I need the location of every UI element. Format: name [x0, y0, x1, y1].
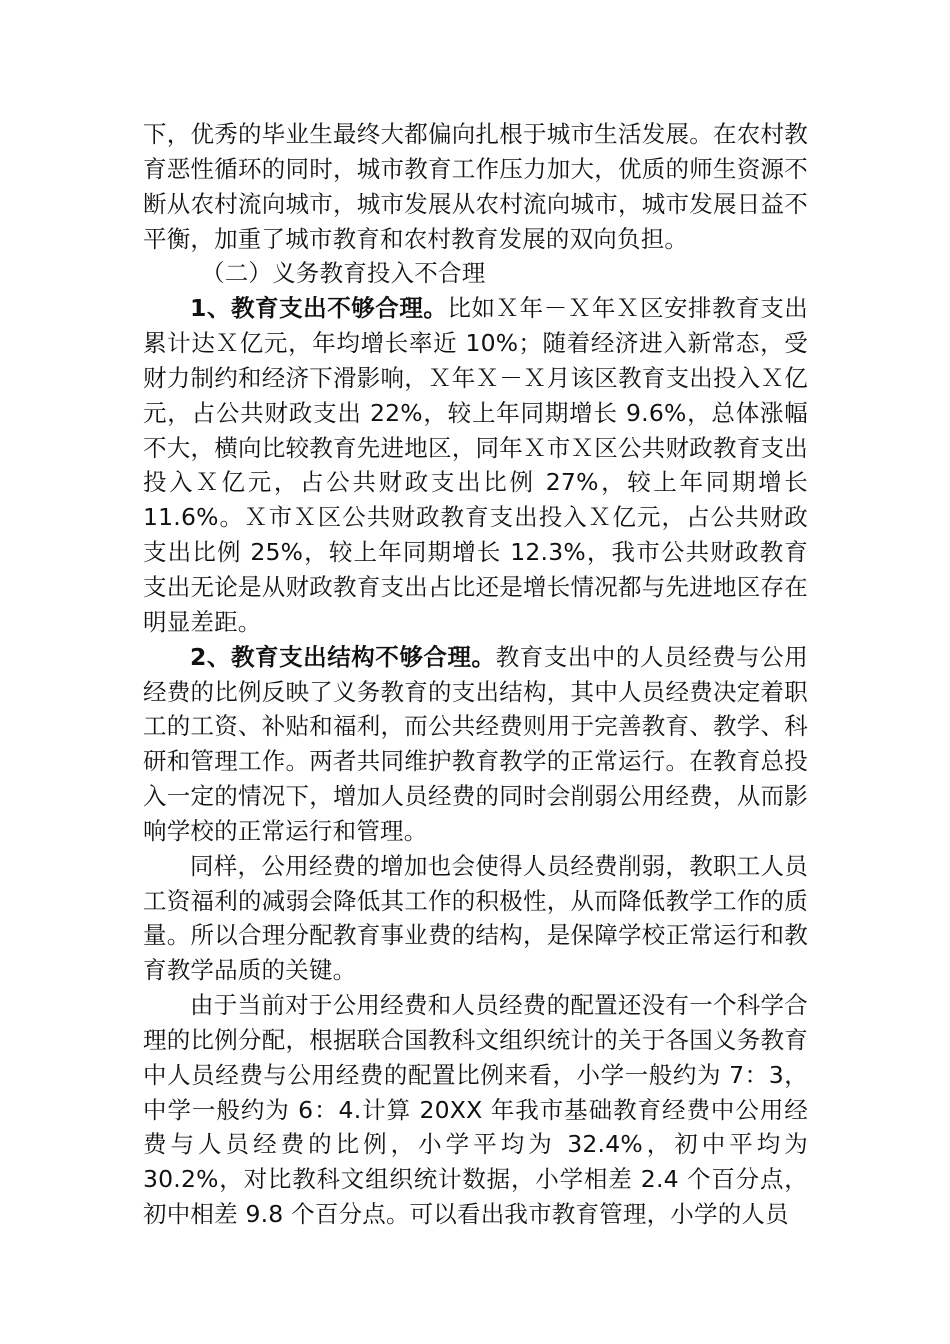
paragraph-allocation-ratio: 由于当前对于公用经费和人员经费的配置还没有一个科学合理的比例分配，根据联合国教科文组织统计的关于各国义务教育中人员经费与公用经费的配置比例来看，小学一般约为 7：3，中学一般约为 6：4.计算 20XX 年我市基础教育经费中公用经费与人员经费的比例，小学平均为 32.4%，初中平均为 30.2%，对比教科文组织统计数据，小学相差 2.4 个百分点，初中相差 9.8 个百分点。可以看出我市教育管理，小学的人员 — [143, 991, 808, 1229]
paragraph-public-funds: 同样，公用经费的增加也会使得人员经费削弱，教职工人员工资福利的减弱会降低其工作的积极性，从而降低教学工作的质量。所以合理分配教育事业费的结构，是保障学校正常运行和教育教学品质的关键。 — [143, 851, 808, 985]
section-heading: （二）义务教育投入不合理 — [201, 259, 486, 288]
paragraph-education-spending — [143, 291, 808, 639]
paragraph-lead-spending-structure: 2、教育支出结构不够合理。 — [190, 642, 496, 671]
paragraph-lead-education-spending: 1、教育支出不够合理。 — [190, 294, 448, 323]
paragraph-body-education-spending: 比如Ｘ年－Ｘ年Ｘ区安排教育支出累计达Ｘ亿元，年均增长率近 10%；随着经济进入新常态，受财力制约和经济下滑影响，Ｘ年Ｘ－Ｘ月该区教育支出投入Ｘ亿元，占公共财政支出 22%，较上年同期增长 9.6%，总体涨幅不大，横向比较教育先进地区，同年Ｘ市Ｘ区公共财政教育支出投入Ｘ亿元，占公共财政支出比例 27%，较上年同期增长 11.6%。Ｘ市Ｘ区公共财政教育支出投入Ｘ亿元，占公共财政支出比例 25%，较上年同期增长 12.3%，我市公共财政教育支出无论是从财政教育支出占比还是增长情况都与先进地区存在明显差距。 — [143, 294, 808, 636]
paragraph-continuation: 下，优秀的毕业生最终大都偏向扎根于城市生活发展。在农村教育恶性循环的同时，城市教育工作压力加大，优质的师生资源不断从农村流向城市，城市发展从农村流向城市，城市发展日益不平衡，加重了城市教育和农村教育发展的双向负担。 — [143, 120, 808, 253]
paragraph-body-spending-structure: 教育支出中的人员经费与公用经费的比例反映了义务教育的支出结构，其中人员经费决定着职工的工资、补贴和福利，而公共经费则用于完善教育、教学、科研和管理工作。两者共同维护教育教学的正常运行。在教育总投入一定的情况下，增加人员经费的同时会削弱公用经费，从而影响学校的正常运行和管理。 — [143, 642, 808, 845]
paragraph-spending-structure — [143, 640, 808, 849]
document-page — [143, 117, 808, 1232]
